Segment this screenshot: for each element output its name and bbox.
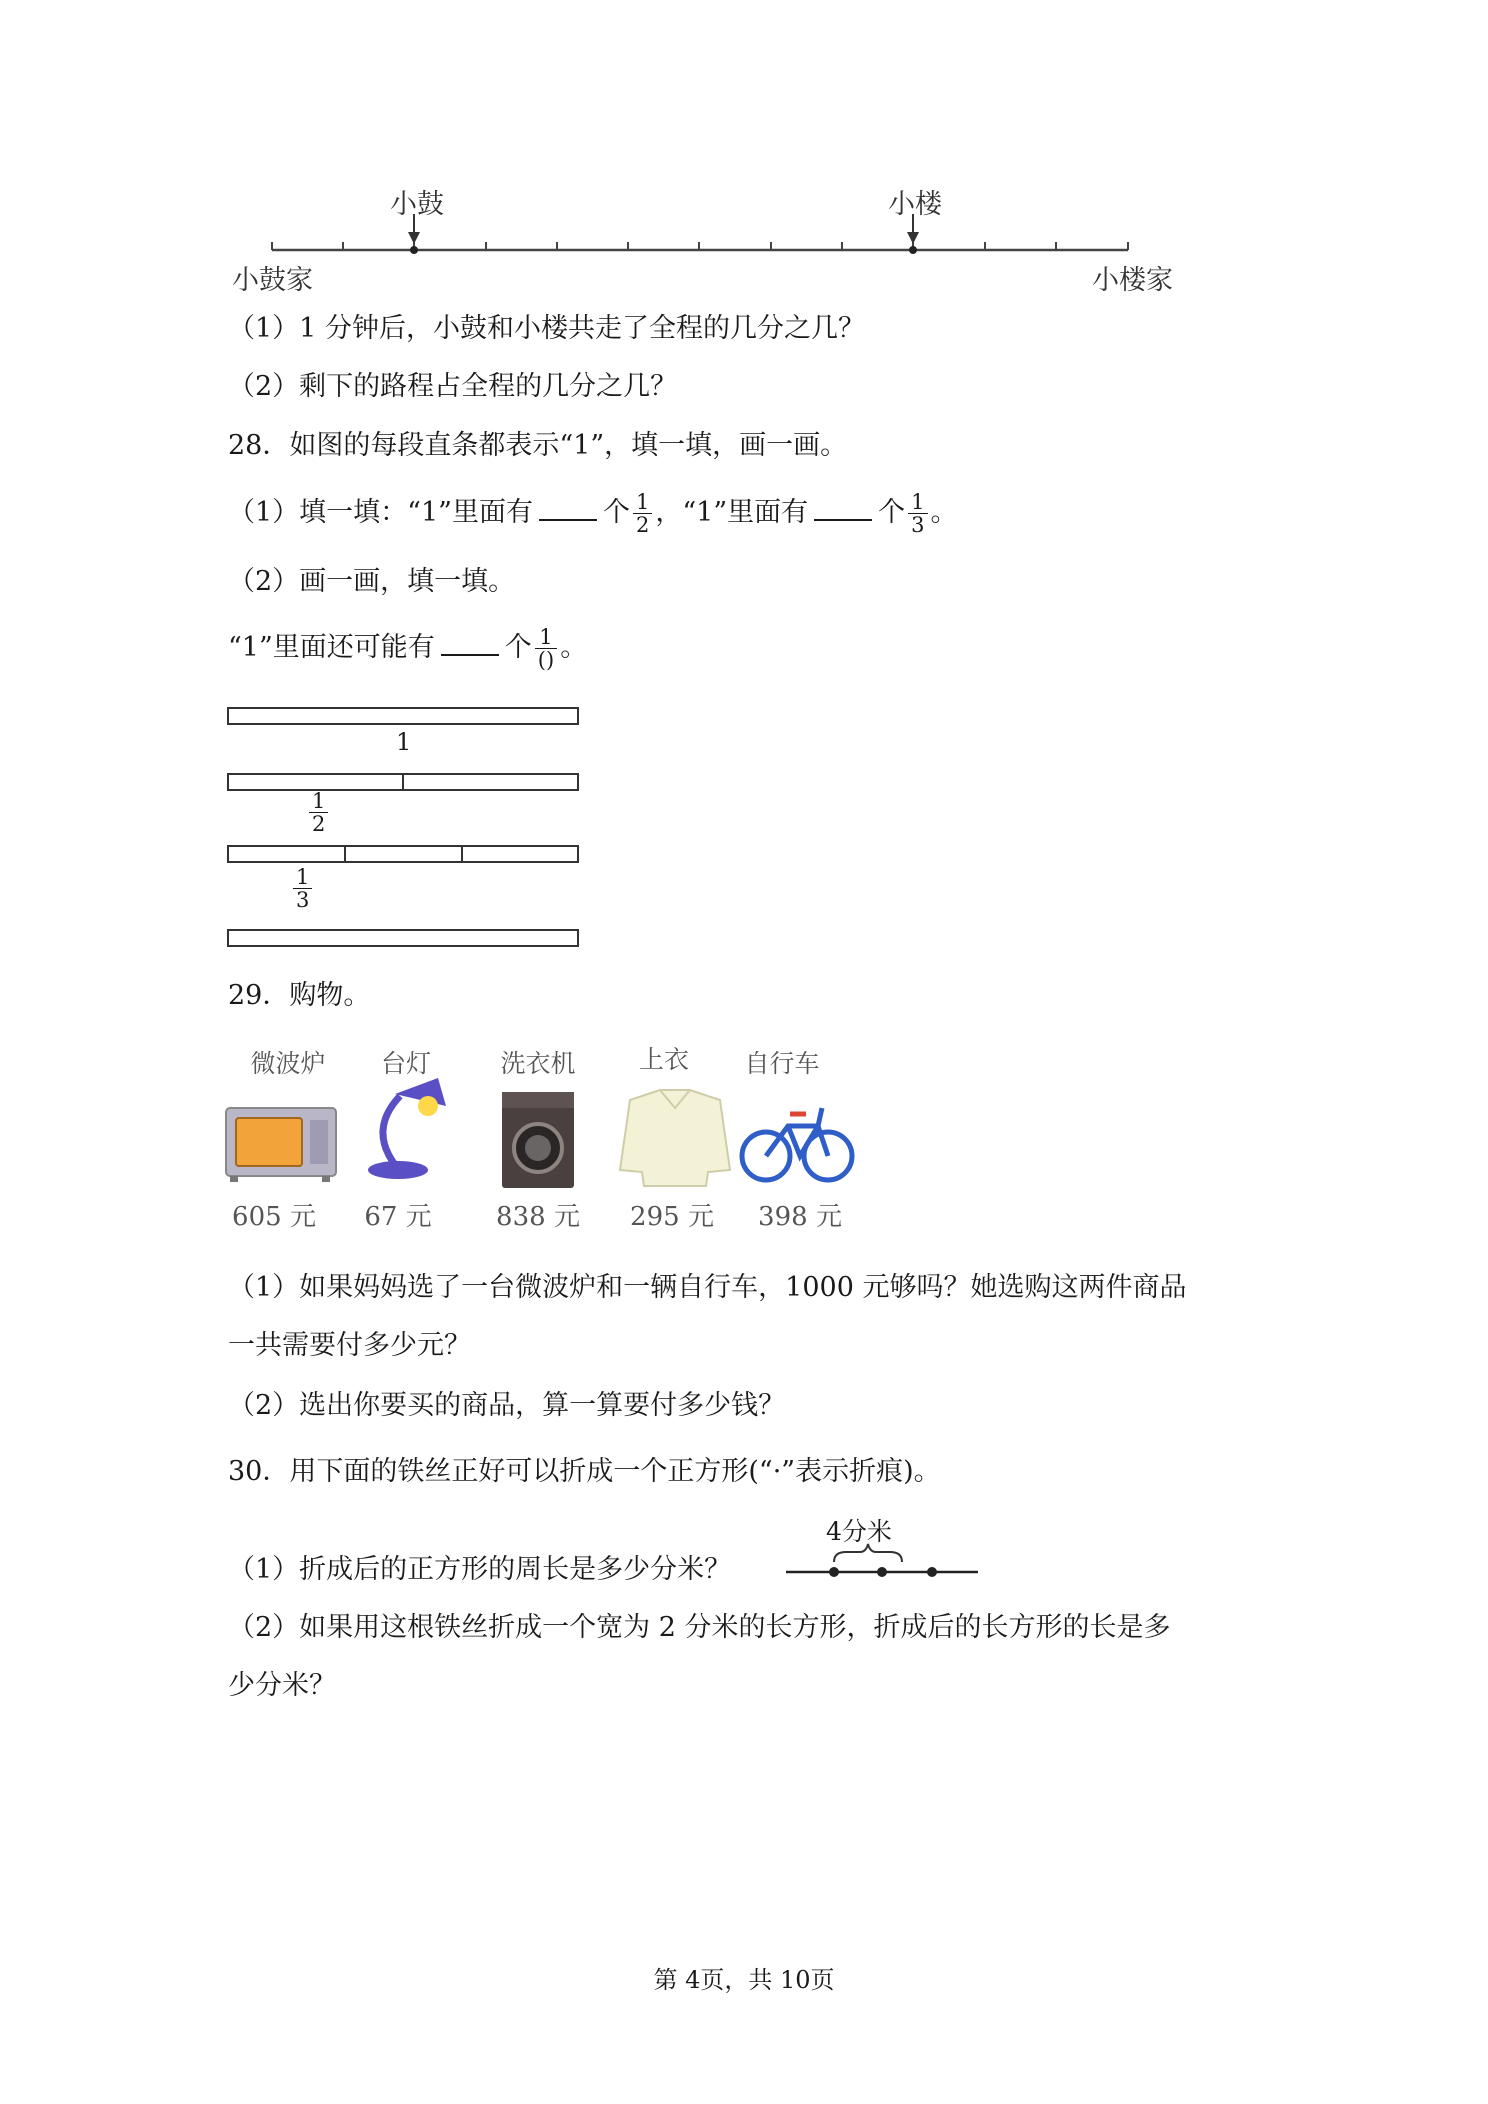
q28-part2: （2）画一画，填一填。	[228, 566, 516, 597]
page-footer: 第 4页，共 10页	[653, 1966, 835, 1994]
q28-title: 28．如图的每段直条都表示“1”，填一填，画一画。	[228, 430, 848, 461]
product-name-bicycle: 自行车	[744, 1049, 820, 1078]
home-xiaolou-label: 小楼家	[1092, 265, 1173, 296]
home-xiaogu-label: 小鼓家	[232, 265, 313, 296]
q30-title: 30．用下面的铁丝正好可以折成一个正方形(“·”表示折痕)。	[228, 1456, 941, 1487]
product-price-washer: 838 元	[496, 1202, 580, 1232]
q27-part2: （2）剩下的路程占全程的几分之几？	[228, 371, 678, 402]
brace-icon	[834, 1544, 902, 1562]
bar-one-label: 1	[396, 728, 412, 756]
q30-part2-line2: 少分米？	[228, 1670, 336, 1701]
bar-third-label: $\frac{1}{3}$	[290, 866, 315, 911]
q29-part1-line2: 一共需要付多少元？	[228, 1330, 471, 1361]
wire-length-label: 4分米	[826, 1517, 892, 1546]
q28-part3: “1”里面还可能有 个 $\frac{1}{()}$ 。	[228, 625, 588, 672]
product-price-microwave: 605 元	[232, 1202, 316, 1232]
fraction-third: $\frac{1}{3}$	[908, 491, 927, 536]
marker-xiaolou-label: 小楼	[888, 189, 942, 220]
q29-title: 29．购物。	[228, 980, 371, 1011]
product-price-lamp: 67 元	[364, 1202, 432, 1232]
marker-xiaogu-label: 小鼓	[390, 189, 444, 220]
product-price-shirt: 295 元	[630, 1202, 714, 1232]
product-name-lamp: 台灯	[380, 1049, 431, 1078]
q30-part1: （1）折成后的正方形的周长是多少分米？	[228, 1554, 732, 1585]
q27-part1: （1）1 分钟后，小鼓和小楼共走了全程的几分之几？	[228, 313, 865, 344]
bar-half-label: $\frac{1}{2}$	[306, 790, 331, 835]
product-name-shirt: 上衣	[638, 1045, 689, 1074]
fraction-unknown: $\frac{1}{()}$	[535, 626, 557, 671]
q29-part2: （2）选出你要买的商品，算一算要付多少钱？	[228, 1390, 786, 1421]
product-name-washer: 洗衣机	[500, 1049, 576, 1078]
q30-part2-line1: （2）如果用这根铁丝折成一个宽为 2 分米的长方形，折成后的长方形的长是多	[228, 1612, 1171, 1643]
product-price-bicycle: 398 元	[758, 1202, 842, 1232]
q28-part1: （1）填一填：“1”里面有 个 $\frac{1}{2}$ ，“1”里面有 个 $\frac{1}{3}$ 。	[228, 490, 958, 537]
fraction-half: $\frac{1}{2}$	[633, 491, 652, 536]
q29-part1-line1: （1）如果妈妈选了一台微波炉和一辆自行车，1000 元够吗？她选购这两件商品	[228, 1272, 1187, 1303]
product-name-microwave: 微波炉	[250, 1049, 326, 1078]
